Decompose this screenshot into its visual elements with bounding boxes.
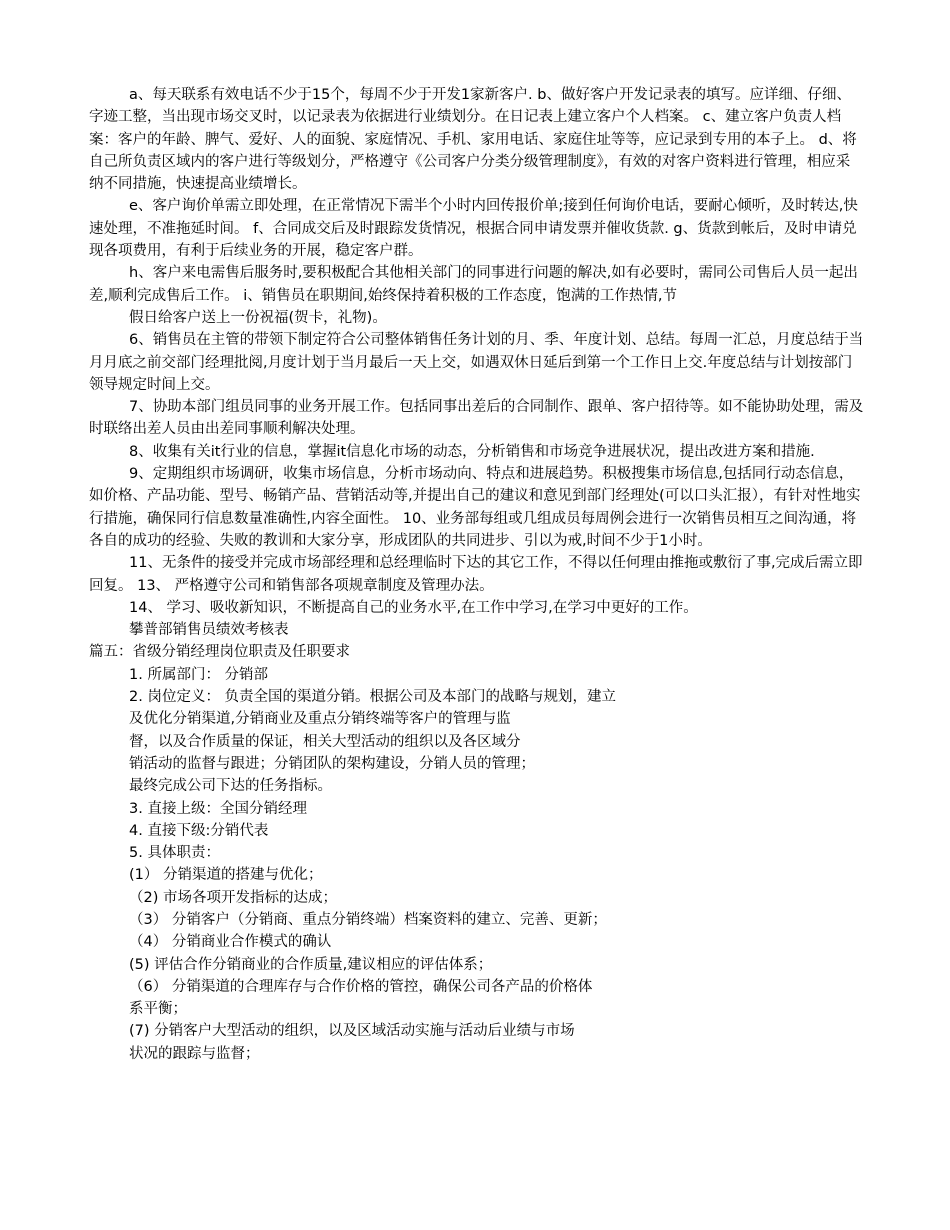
paragraph-8: 8、收集有关it行业的信息，掌握it信息化市场的动态，分析销售和市场竞争进展状况，提出改进方案和措施. <box>129 443 815 460</box>
section-heading: 篇五：省级分销经理岗位职责及任职要求 <box>89 644 350 661</box>
paragraph-e-g: e、客户询价单需立即处理，在正常情况下需半个小时内回传报价单;接到任何询价电话，要耐心倾听，及时转达,快速处理，不准拖延时间。 f、合同成交后及时跟踪发货情况，根据合同申请发票并催收货款. g、货款到帐后，及时申请兑现各项费用，有利于后续业务的开展，稳定客户群。 <box>89 198 858 260</box>
paragraph-9-10: 9、定期组织市场调研，收集市场信息，分析市场动向、特点和进展趋势。积极搜集市场信息,包括同行动态信息，如价格、产品功能、型号、畅销产品、营销活动等,并提出自己的建议和意见到部门经理处(可以口头汇报），有针对性地实行措施，确保同行信息数量准确性,内容全面性。 10、业务部每组或几组成员每周例会进行一次销售员相互之间沟通，将各自的成功的经验、失败的教训和大家分享，形成团队的共同进步、引以为戒,时间不少于1小时。 <box>89 466 861 549</box>
paragraph-11-13: 11、无条件的接受并完成市场部经理和总经理临时下达的其它工作，不得以任何理由推拖或敷衍了事,完成后需立即回复。 13、 严格遵守公司和销售部各项规章制度及管理办法。 <box>89 555 863 594</box>
list-item: 最终完成公司下达的任务指标。 <box>129 778 332 795</box>
paragraph-7: 7、协助本部门组员同事的业务开展工作。包括同事出差后的合同制作、跟单、客户招待等。如不能协助处理，需及时联络出差人员由出差同事顺利解决处理。 <box>89 399 864 438</box>
duty-list <box>89 664 864 1065</box>
list-item: （4） 分销商业合作模式的确认 <box>129 934 332 951</box>
list-item: 3. 直接上级：全国分销经理 <box>129 800 307 817</box>
list-item: （2) 市场各项开发指标的达成； <box>129 889 337 906</box>
paragraph-14: 14、 学习、吸收新知识，不断提高自己的业务水平,在工作中学习,在学习中更好的工作。 <box>129 599 698 616</box>
list-item: （3） 分销客户（分销商、重点分销终端）档案资料的建立、完善、更新； <box>129 911 607 928</box>
list-item: (1） 分销渠道的搭建与优化； <box>129 867 323 884</box>
holiday-line: 假日给客户送上一份祝福(贺卡，礼物)。 <box>129 309 387 326</box>
list-item: (5) 评估合作分销商业的合作质量,建议相应的评估体系； <box>129 956 493 973</box>
list-item: 销活动的监督与跟进；分销团队的架构建设，分销人员的管理； <box>129 755 535 772</box>
document-body <box>89 84 864 1065</box>
list-item: 1. 所属部门： 分销部 <box>129 666 269 683</box>
list-item: 5. 具体职责： <box>129 845 220 862</box>
table-title-line: 攀普部销售员绩效考核表 <box>129 622 289 639</box>
list-item: 状况的跟踪与监督； <box>129 1045 260 1062</box>
paragraph-h-i: h、客户来电需售后服务时,要积极配合其他相关部门的同事进行问题的解决,如有必要时，需同公司售后人员一起出差,顺利完成售后工作。 i、销售员在职期间,始终保持着积极的工作态度，饱满的工作热情,节 <box>89 265 858 304</box>
list-item: 2. 岗位定义： 负责全国的渠道分销。根据公司及本部门的战略与规划，建立 <box>129 689 617 706</box>
list-item: 督，以及合作质量的保证，相关大型活动的组织以及各区域分 <box>129 733 521 750</box>
list-item: (7) 分销客户大型活动的组织，以及区域活动实施与活动后业绩与市场 <box>129 1023 575 1040</box>
list-item: 及优化分销渠道,分销商业及重点分销终端等客户的管理与监 <box>129 711 511 728</box>
list-item: 系平衡； <box>129 1001 187 1018</box>
list-item: （6） 分销渠道的合理库存与合作价格的管控，确保公司各产品的价格体 <box>129 978 593 995</box>
list-item: 4. 直接下级:分销代表 <box>129 822 269 839</box>
paragraph-a-d: a、每天联系有效电话不少于15个，每周不少于开发1家新客户. b、做好客户开发记录表的填写。应详细、仔细、字迹工整，当出现市场交叉时，以记录表为依据进行业绩划分。在日记表上建立客户个人档案。 c、建立客户负责人档案：客户的年龄、脾气、爱好、人的面貌、家庭情况、手机、家用电话、家庭住址等等，应记录到专用的本子上。 d、将自己所负责区域内的客户进行等级划分，严格遵守《公司客户分类分级管理制度》，有效的对客户资料进行管理，相应采纳不同措施，快速提高业绩增长。 <box>89 87 857 193</box>
paragraph-6: 6、销售员在主管的带领下制定符合公司整体销售任务计划的月、季、年度计划、总结。每周一汇总，月度总结于当月月底之前交部门经理批阅,月度计划于当月最后一天上交，如遇双休日延后到第一个工作日上交.年度总结与计划按部门领导规定时间上交。 <box>89 332 864 393</box>
